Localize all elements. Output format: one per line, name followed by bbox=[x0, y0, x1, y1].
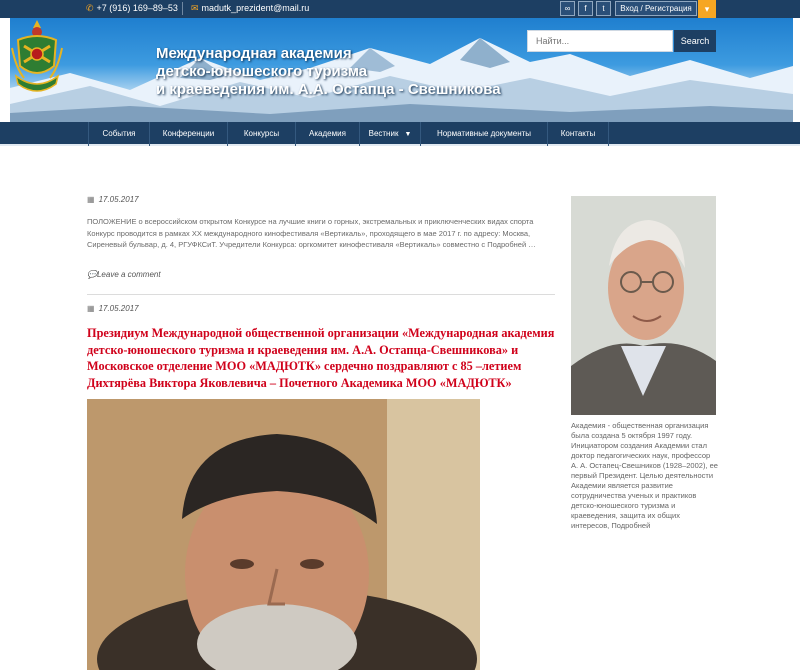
calendar-icon: ▦ bbox=[87, 195, 95, 204]
facebook-icon[interactable]: f bbox=[578, 1, 593, 16]
login-register-button[interactable]: Вход / Регистрация bbox=[615, 1, 697, 16]
email-contact[interactable] bbox=[191, 3, 309, 14]
sidebar-photo bbox=[571, 196, 716, 415]
email-address: madutk_prezident@mail.ru bbox=[201, 3, 310, 13]
sidebar-about-text: Академия - общественная организация была создана 5 октября 1997 году. Инициатором создания Академии стал доктор педагогических наук, профессор А. А. Остапец-Свешников (1928–2002), ее первый Президент. Целью деятельности Академии является развитие сотрудничества ученых и практиков детско-юношеского туризма и краеведения, защита их общих интересов, Подробней bbox=[571, 421, 718, 530]
top-bar bbox=[0, 0, 800, 18]
search-input[interactable] bbox=[527, 30, 673, 52]
link-icon[interactable]: ∞ bbox=[560, 1, 575, 16]
site-title-line1: Международная академия bbox=[156, 45, 352, 62]
academy-emblem-icon bbox=[10, 18, 64, 100]
phone-icon: ✆ bbox=[86, 3, 94, 13]
phone-number: +7 (916) 169–89–53 bbox=[96, 3, 178, 13]
post-date bbox=[87, 304, 139, 313]
nav-item-bulletin-label: Вестник bbox=[368, 129, 399, 138]
chevron-down-icon[interactable]: ▾ bbox=[698, 0, 716, 18]
post-date-text: 17.05.2017 bbox=[98, 195, 139, 204]
nav-item-contests[interactable]: Конкурсы bbox=[227, 122, 295, 146]
calendar-icon: ▦ bbox=[87, 304, 95, 313]
header-banner bbox=[10, 18, 793, 122]
post-divider bbox=[87, 294, 555, 295]
post-excerpt: ПОЛОЖЕНИЕ о всероссийском открытом Конкурсе на лучшие книги о горных, экстремальных и приключенческих видах спорта Конкурс проводится в рамках XX международного кинофестиваля «Вертикаль», проходящего в мае 2017 г. по адресу: Москва, Сиреневый бульвар, д. 4, РГУФКСиТ. Учредители Конкурса: оргкомитет кинофестиваля «Вертикаль» совместно с Подробней … bbox=[87, 217, 536, 249]
main-nav bbox=[0, 122, 800, 146]
comment-icon: 💬 bbox=[87, 270, 97, 279]
search-button[interactable]: Search bbox=[674, 30, 716, 52]
site-title[interactable] bbox=[156, 45, 501, 99]
nav-item-academy[interactable]: Академия bbox=[295, 122, 359, 146]
nav-item-regulations[interactable]: Нормативные документы bbox=[420, 122, 547, 146]
nav-item-bulletin[interactable] bbox=[359, 122, 420, 146]
phone-contact[interactable] bbox=[86, 3, 178, 14]
chevron-down-icon: ▼ bbox=[404, 131, 412, 138]
twitter-icon[interactable]: t bbox=[596, 1, 611, 16]
nav-item-contacts[interactable]: Контакты bbox=[547, 122, 609, 146]
envelope-icon: ✉ bbox=[191, 3, 199, 13]
post-date-text: 17.05.2017 bbox=[98, 304, 139, 313]
post-photo bbox=[87, 399, 480, 670]
topbar-divider bbox=[182, 2, 183, 15]
leave-comment-label: Leave a comment bbox=[96, 270, 161, 279]
post-headline[interactable]: Президиум Международной общественной организации «Международная академия детско-юношеского туризма и краеведения им. А.А. Остапца-Свешникова» и Московское отделение МОО «МАДЮТК» сердечно поздравляют с 85 –летием Дихтярёва Виктора Яковлевича – Почетного Академика МОО «МАДЮТК» bbox=[87, 326, 555, 390]
post-date bbox=[87, 195, 139, 204]
nav-item-conferences[interactable]: Конференции bbox=[149, 122, 227, 146]
site-title-line3: и краеведения им. А.А. Остапца - Свешникова bbox=[156, 81, 501, 98]
leave-comment-link[interactable] bbox=[87, 270, 161, 279]
nav-item-events[interactable]: События bbox=[88, 122, 149, 146]
site-title-line2: детско-юношеского туризма bbox=[156, 63, 368, 80]
